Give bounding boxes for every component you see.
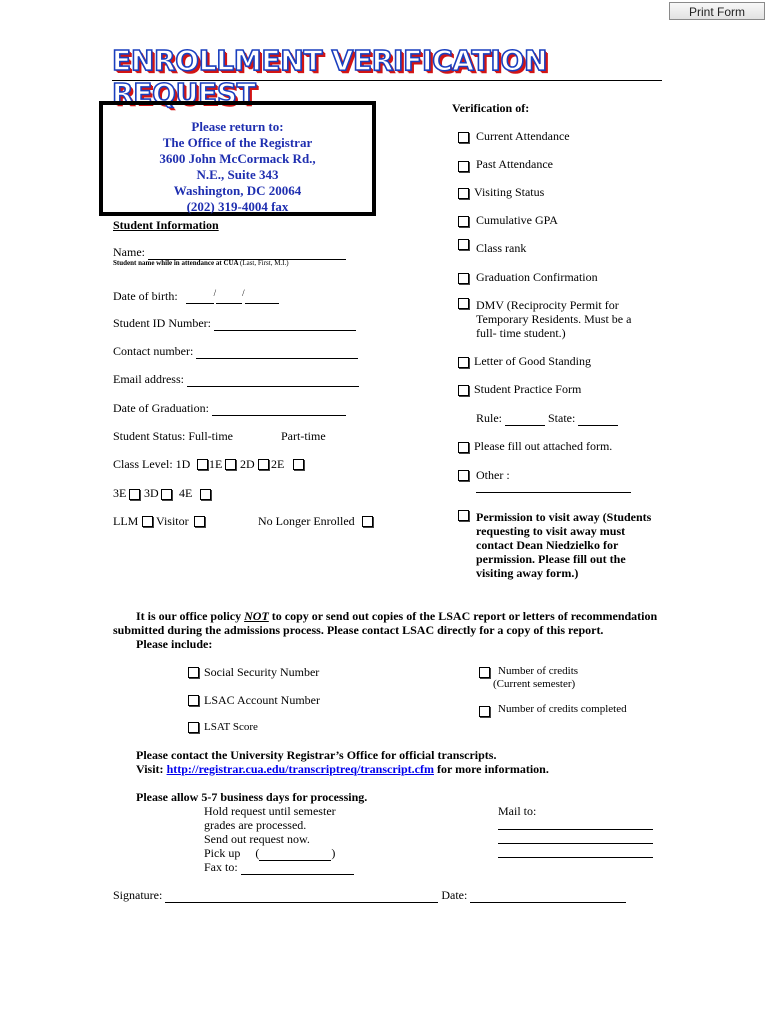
current-attendance-label: Current Attendance [476,129,570,143]
lsac-account-checkbox[interactable] [188,695,199,706]
return-line: The Office of the Registrar [162,135,313,150]
ssn-checkbox[interactable] [188,667,199,678]
graduation-label: Date of Graduation: [113,401,209,415]
contact-label: Contact number: [113,344,194,358]
student-practice-label: Student Practice Form [474,382,582,396]
name-note-text: Student name while in attendance at CUA [113,259,239,267]
rule-field[interactable] [505,413,545,426]
credits-completed-label: Number of credits completed [498,703,627,715]
status-part-time-label: Part-time [281,429,326,443]
student-practice-checkbox[interactable] [458,385,469,396]
name-note-format: (Last, First, M.I.) [239,259,289,267]
visitor-label: Visitor [156,514,189,528]
class-level-label: Class Level: 1D [113,457,191,471]
dob-year-field[interactable] [245,295,279,304]
visiting-status-label: Visiting Status [474,185,545,199]
name-note [113,259,289,267]
other-field[interactable] [476,480,631,493]
other-label: Other : [476,468,510,482]
dmv-checkbox[interactable] [458,298,469,309]
return-line: Please return to: [191,119,284,134]
lsat-score-checkbox[interactable] [188,722,199,733]
dmv-label-line2: Temporary Residents. Must be a [476,312,632,326]
graduation-confirmation-label: Graduation Confirmation [476,270,598,284]
pickup-paren: ) [331,846,336,860]
student-id-field[interactable] [214,318,356,331]
policy-text: to copy or send out copies of the LSAC report or letters of recommendation [268,609,658,623]
transcripts-line: Please contact the University Registrar’s Office for official transcripts. [136,748,497,762]
hold-request-line1: Hold request until semester [204,804,336,818]
name-label: Name: [113,245,145,259]
class-1e-checkbox[interactable] [225,459,236,470]
return-address-box [99,101,376,216]
pickup-paren: ( [255,846,260,860]
permission-visit-away-checkbox[interactable] [458,510,469,521]
graduation-field[interactable] [212,403,346,416]
title-divider [112,80,662,81]
class-2e-checkbox[interactable] [293,459,304,470]
return-line: 3600 John McCormack Rd., [159,151,316,166]
dob-month-field[interactable] [186,295,214,304]
dob-separator: / [242,288,245,298]
student-id-row [113,316,356,331]
mail-to-line1[interactable] [498,817,653,830]
good-standing-checkbox[interactable] [458,357,469,368]
current-attendance-checkbox[interactable] [458,132,469,143]
no-longer-enrolled-checkbox[interactable] [362,516,373,527]
contact-field[interactable] [196,346,358,359]
ssn-label: Social Security Number [204,665,320,679]
processing-heading: Please allow 5-7 business days for processing. [136,790,368,804]
mail-to-label: Mail to: [498,804,537,818]
signature-field[interactable] [165,890,438,903]
policy-not: NOT [244,609,269,623]
rule-state-row [476,411,618,426]
return-line: Washington, DC 20064 [173,183,302,198]
class-4e-checkbox[interactable] [200,489,211,500]
good-standing-label: Letter of Good Standing [474,354,591,368]
name-row [113,245,346,260]
pickup-row [204,846,335,861]
student-info-heading: Student Information [113,218,219,232]
class-2e-label: 2E [271,457,285,471]
mail-to-line2[interactable] [498,831,653,844]
llm-checkbox[interactable] [142,516,153,527]
class-1e-label: 1E [209,457,223,471]
cumulative-gpa-label: Cumulative GPA [476,213,558,227]
class-1d-checkbox[interactable] [197,459,208,470]
fax-row [204,860,354,875]
class-2d-label: 2D [240,457,255,471]
class-3e-label: 3E [113,486,127,500]
class-3d-label: 3D [144,486,159,500]
contact-row [113,344,358,359]
permission-line4: permission. Please fill out the [476,552,626,566]
permission-line5: visiting away form.) [476,566,579,580]
class-rank-label: Class rank [476,241,527,255]
transcripts-visit-row [136,762,549,777]
graduation-row [113,401,346,416]
policy-line2: submitted during the admissions process. Please contact LSAC directly for a copy of this report. [113,623,604,637]
dmv-label-line1: DMV (Reciprocity Permit for [476,298,619,312]
please-include-label: Please include: [136,637,213,651]
cumulative-gpa-checkbox[interactable] [458,216,469,227]
class-3e-checkbox[interactable] [129,489,140,500]
fax-label: Fax to: [204,860,238,874]
class-4e-label: 4E [179,486,193,500]
lsat-score-label: LSAT Score [204,721,258,733]
state-label: State: [548,411,576,425]
dob-day-field[interactable] [216,295,242,304]
credits-sub-label: (Current semester) [493,678,576,690]
permission-line2: requesting to visit away must [476,524,626,538]
class-3d-checkbox[interactable] [161,489,172,500]
dob-row [113,288,279,304]
graduation-confirmation-checkbox[interactable] [458,273,469,284]
verification-heading: Verification of: [452,101,530,115]
dmv-label-line3: full- time student.) [476,326,566,340]
hold-request-line2: grades are processed. [204,818,307,832]
email-field[interactable] [187,374,359,387]
lsac-account-label: LSAC Account Number [204,693,320,707]
signature-row [113,888,626,903]
attached-form-checkbox[interactable] [458,442,469,453]
no-longer-enrolled-label: No Longer Enrolled [258,514,355,528]
policy-text: It is our office policy [136,609,245,623]
fax-field[interactable] [241,862,354,875]
form-title: ENROLLMENT VERIFICATION REQUEST [112,44,548,110]
pickup-label: Pick up [204,846,241,860]
return-line: N.E., Suite 343 [196,167,279,182]
state-field[interactable] [578,413,618,426]
email-label: Email address: [113,372,184,386]
signature-label: Signature: [113,888,163,902]
status-full-time-label: Student Status: Full-time [113,429,234,443]
credits-label: Number of credits [498,665,579,677]
return-line: (202) 319-4004 fax [186,199,289,214]
credits-checkbox[interactable] [479,667,490,678]
attached-form-label: Please fill out attached form. [474,439,613,453]
date-field[interactable] [470,890,626,903]
student-id-label: Student ID Number: [113,316,211,330]
other-checkbox[interactable] [458,470,469,481]
permission-line1: Permission to visit away (Students [476,510,652,524]
dob-separator: / [213,288,217,298]
visit-label: Visit: [136,762,167,776]
class-2d-checkbox[interactable] [258,459,269,470]
past-attendance-label: Past Attendance [476,157,553,171]
visitor-checkbox[interactable] [194,516,205,527]
rule-label: Rule: [476,411,502,425]
email-row [113,372,359,387]
print-form-button[interactable]: Print Form [669,2,765,20]
mail-to-line3[interactable] [498,845,653,858]
date-label: Date: [441,888,468,902]
permission-line3: contact Dean Niedzielko for [476,538,619,552]
past-attendance-checkbox[interactable] [458,161,469,172]
llm-label: LLM [113,514,139,528]
send-now-label: Send out request now. [204,832,310,846]
transcript-link[interactable]: http://registrar.cua.edu/transcriptreq/transcript.cfm [166,762,434,776]
more-info-text: for more information. [433,762,549,776]
dob-label: Date of birth: [113,289,178,303]
policy-line1 [136,609,657,624]
visiting-status-checkbox[interactable] [458,188,469,199]
class-rank-checkbox[interactable] [458,239,469,250]
credits-completed-checkbox[interactable] [479,706,490,717]
